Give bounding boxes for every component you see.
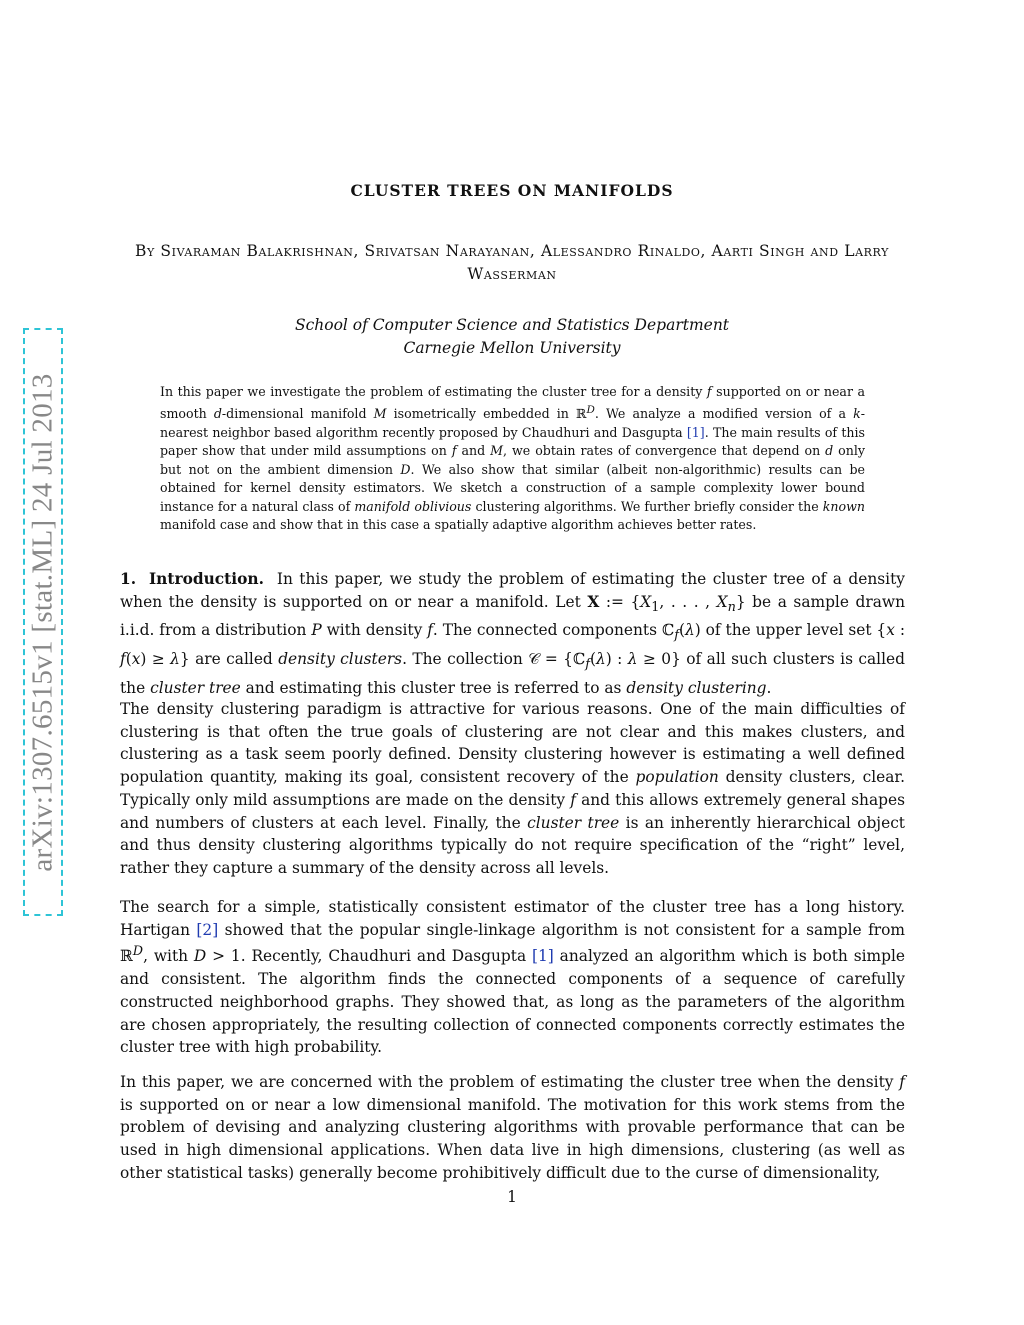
abstract-text: -nearest neighbor based algorithm recently proposed by Chaudhuri and Dasgupta: [160, 406, 865, 440]
math-f: f: [899, 1073, 905, 1091]
math-d: d: [213, 406, 222, 422]
paragraph-text: . The collection: [402, 650, 529, 669]
arxiv-identifier-stamp: [23, 328, 63, 916]
math-k: k: [853, 406, 861, 422]
paragraph-text: = {: [539, 650, 573, 669]
emphasis-cluster-tree: cluster tree: [150, 679, 241, 698]
paragraph-text: and this allows extremely general shapes and numbers of clusters at each level. Finally, the: [120, 790, 906, 832]
math-M: M: [490, 443, 504, 459]
abstract-text: . We also show that similar (albeit non-algorithmic) results can be obtained for kernel density estimators. We sketch a construction of a sample complexity lower bound instance for a natural class of: [160, 461, 865, 514]
citation-link[interactable]: [1]: [686, 425, 705, 440]
math-D: D: [132, 944, 144, 960]
paragraph-text: showed that the popular single-linkage algorithm is not consistent for a sample from: [218, 920, 905, 939]
emphasis-density-clusters: density clusters: [278, 650, 403, 669]
paragraph-text: is an inherently hierarchical object and thus density clustering algorithms typically do not require specification of the “right” level, rather they capture a summary of the density across all levels.: [120, 813, 905, 877]
paragraph-text: The search for a simple, statistically consistent estimator of the cluster tree has a long history. Hartigan: [120, 898, 905, 939]
abstract-text: isometrically embedded in: [386, 406, 576, 422]
paragraph-text: } be a sample drawn i.i.d. from a distribution: [120, 592, 905, 640]
paragraph-text: In this paper, we are concerned with the problem of estimating the cluster tree when the density: [120, 1073, 900, 1091]
paragraph-text: and estimating this cluster tree is referred to as: [240, 679, 627, 698]
math-subscript: 1: [651, 599, 660, 615]
section-title: Introduction.: [148, 570, 264, 588]
introduction-paragraph-3: [120, 896, 905, 1059]
math-R: ℝ: [576, 406, 587, 422]
paragraph-text: is supported on or near a low dimensional manifold. The motivation for this work stems from the problem of devising and analyzing clustering algorithms with provable performance that can be used in high dimensional applications. When data live in high dimensions, clustering (as well as other statistical tasks) generally become prohibitively difficult due to the curse of dimensionality,: [120, 1095, 905, 1182]
paragraph-text: , with: [143, 947, 194, 966]
abstract-text: -dimensional manifold: [221, 406, 374, 422]
paragraph-text: 1. Recently, Chaudhuri and Dasgupta: [225, 947, 532, 966]
abstract-text: In this paper we investigate the problem of estimating the cluster tree for a density: [160, 384, 707, 399]
affiliation-university: Carnegie Mellon University: [403, 339, 621, 357]
paragraph-text: density clusters, clear. Typically only mild assumptions are made on the density: [120, 768, 905, 809]
affiliation: [120, 314, 904, 360]
citation-link[interactable]: [1]: [532, 947, 554, 966]
abstract-text: clustering algorithms. We further briefly consider the: [471, 498, 823, 514]
math-C-blackboard: ℂ: [661, 621, 675, 640]
abstract-text: . We analyze a modified version of a: [594, 406, 854, 422]
abstract-emphasis: manifold oblivious: [354, 498, 472, 514]
emphasis-population: population: [635, 768, 719, 787]
page-number: 1: [507, 1188, 517, 1206]
math-C-blackboard: ℂ: [572, 650, 586, 669]
arxiv-identifier-text: arXiv:1307.6515v1 [stat.ML] 24 Jul 2013: [26, 372, 59, 872]
introduction-paragraph-2: [120, 698, 905, 880]
introduction-paragraph-4: [120, 1071, 905, 1185]
emphasis-cluster-tree: cluster tree: [527, 813, 620, 832]
math-lambda: λ: [627, 650, 638, 669]
math-ge: ≥: [151, 650, 165, 669]
math-X-bold: X: [587, 592, 600, 611]
paragraph-text: In this paper, we study the problem of estimating the cluster tree of a density when the density is supported on or near a manifold. Let: [120, 570, 905, 611]
affiliation-department: School of Computer Science and Statistics Department: [294, 316, 730, 334]
math-subscript: n: [727, 599, 736, 615]
paragraph-text: . The connected components: [432, 621, 662, 640]
math-f: f: [427, 621, 433, 640]
paragraph-text: of the upper level set {: [700, 621, 887, 640]
paragraph-text: := {: [599, 592, 641, 611]
math-D: D: [193, 947, 207, 966]
paper-title: CLUSTER TREES ON MANIFOLDS: [350, 181, 674, 200]
math-P: P: [311, 621, 322, 640]
paragraph-text: } are called: [179, 650, 279, 669]
abstract-text: supported on or near a smooth: [160, 384, 865, 422]
author-list: By Sivaraman Balakrishnan, Srivatsan Narayanan, Alessandro Rinaldo, Aarti Singh and Larry Wasserman: [135, 242, 889, 283]
abstract-emphasis: known: [822, 498, 865, 514]
abstract: [160, 383, 865, 534]
citation-link[interactable]: [2]: [196, 920, 219, 939]
math-f: f: [585, 657, 590, 673]
paragraph-text: ): [140, 650, 152, 669]
abstract-text: and: [456, 443, 491, 459]
math-f: f: [570, 790, 576, 809]
math-lambda: λ: [684, 621, 695, 640]
math-X: X: [640, 592, 652, 611]
math-gt: >: [212, 947, 226, 966]
abstract-text: . The main results of this paper show that under mild assumptions on: [160, 425, 865, 459]
paragraph-text: .: [766, 679, 772, 698]
math-C-calligraphic: 𝒞: [528, 650, 540, 669]
math-f: f: [120, 650, 126, 669]
paragraph-text: :: [894, 621, 906, 640]
abstract-text: manifold case and show that in this case a spatially adaptive algorithm achieves better rates.: [160, 517, 757, 533]
math-D: D: [586, 404, 595, 417]
paragraph-text: The density clustering paradigm is attractive for various reasons. One of the main difficulties of clustering is that often the true goals of clustering are not clear and this makes clusters, and clustering as a task seem poorly defined. Density clustering however is estimating a well defined population quantity, making its goal, consistent recovery of the: [120, 700, 905, 787]
math-D: D: [400, 461, 411, 477]
emphasis-density-clustering: density clustering: [626, 679, 767, 698]
math-f: f: [674, 628, 679, 644]
math-f: f: [706, 384, 712, 399]
paragraph-text: , . . . ,: [659, 592, 717, 611]
math-M: M: [373, 406, 387, 422]
introduction-paragraph-1: 1. Introduction. In this paper, we study the problem of estimating the cluster tree of a density when the density is supported on or near a manifold. Let X := {$X_1$, . . . , $X_n$} be a sample drawn i.i.d. from a distribution P with density f. The connected components ℂ$_f$(λ) of the upper level set {x : f(x) ≥ λ} are called density clusters. The collection 𝒞 = {ℂ$_f$(λ) : λ ≥ 0} of all such clusters is called the cluster tree and estimating this cluster tree is referred to as density clustering.: [120, 570, 906, 698]
paragraph-text: with density: [321, 621, 428, 640]
abstract-text: , we obtain rates of convergence that depend on: [503, 443, 826, 459]
math-lambda: λ: [170, 650, 180, 669]
section-number: 1.: [120, 570, 137, 588]
math-lambda: λ: [596, 650, 606, 669]
math-X: X: [716, 592, 728, 611]
paragraph-text: (: [125, 650, 132, 669]
paragraph-text: ) :: [605, 650, 628, 669]
math-R: ℝ: [120, 947, 133, 966]
paragraph-text: analyzed an algorithm which is both simple and consistent. The algorithm finds the connected components of a sequence of carefully constructed neighborhood graphs. They showed that, as long as the parameters of the algorithm are chosen appropriately, the resulting collection of connected components correctly estimates the cluster tree with high probability.: [120, 947, 905, 1057]
math-f: f: [451, 443, 457, 459]
abstract-text: only but not on the ambient dimension: [160, 443, 866, 477]
math-ge: ≥: [642, 650, 656, 669]
paragraph-text: 0} of all such clusters is called the: [120, 650, 905, 698]
math-d: d: [825, 443, 834, 459]
